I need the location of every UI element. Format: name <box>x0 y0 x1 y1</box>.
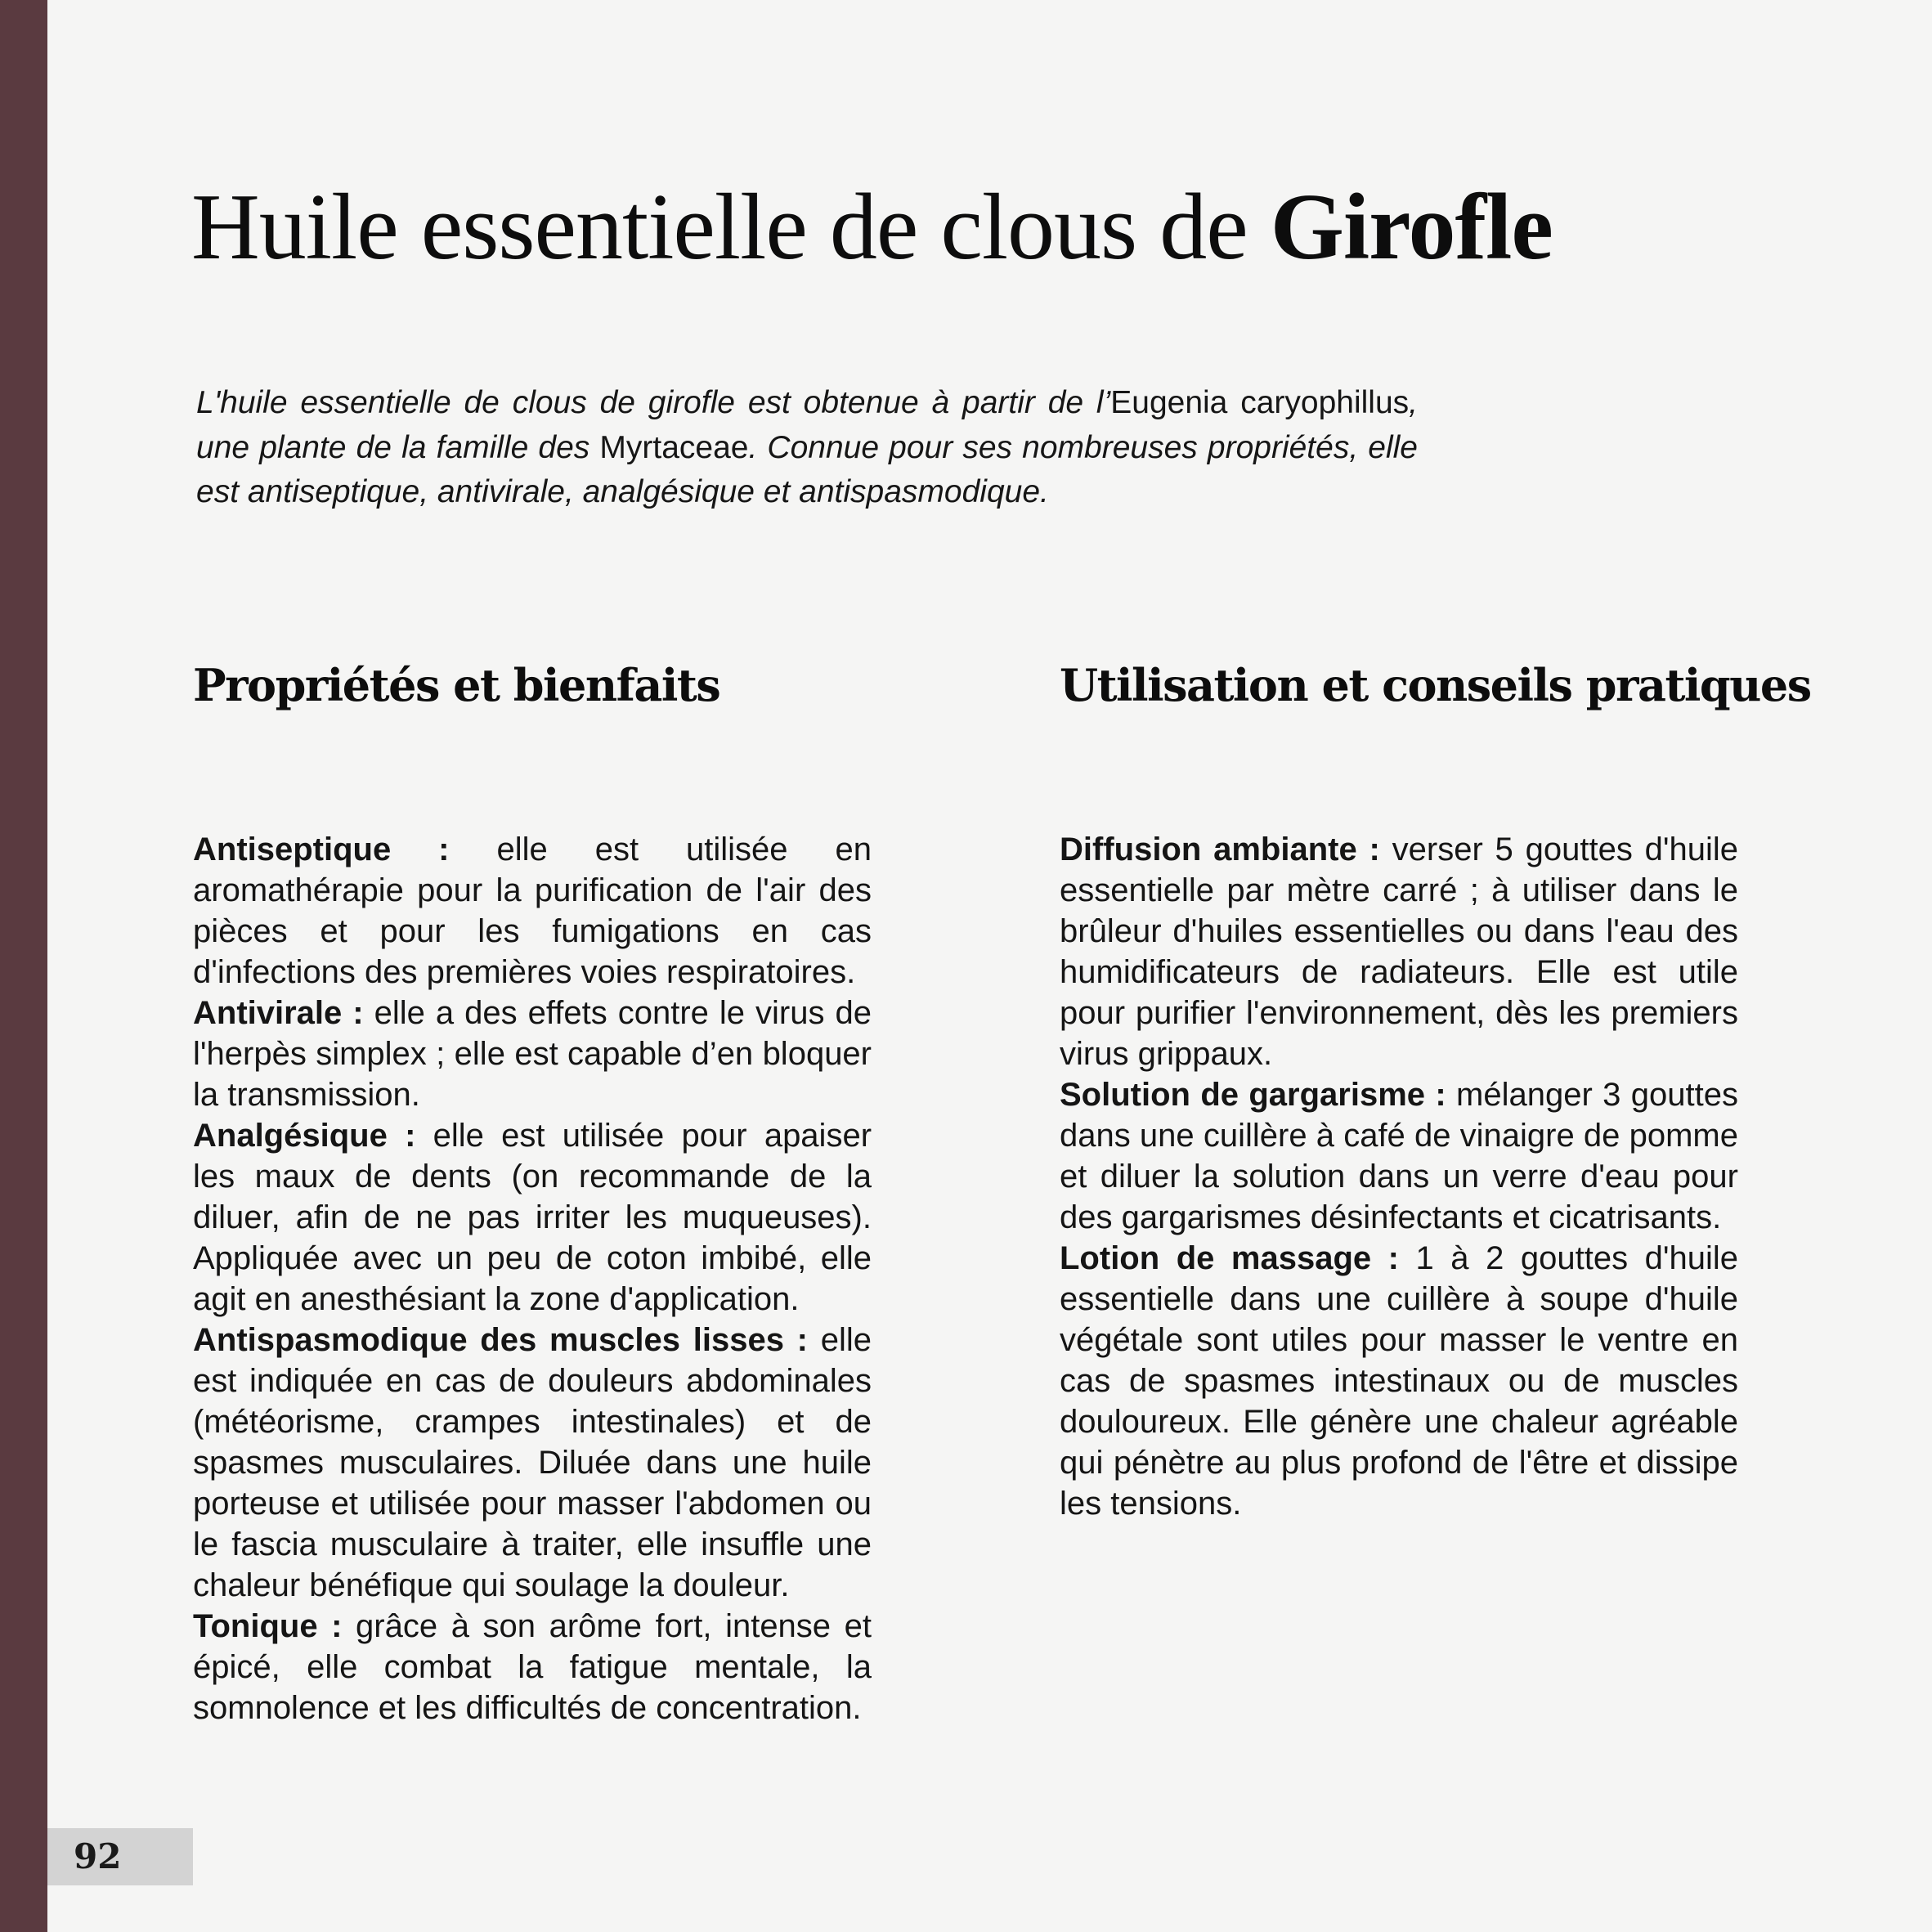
intro-text-1: L'huile essentielle de clous de girofle est obtenue à partir de l’ <box>196 385 1111 420</box>
property-term: Antispasmodique des muscles lisses : <box>193 1322 809 1358</box>
page-title-bold: Girofle <box>1270 175 1553 280</box>
page-number: 92 <box>74 1836 122 1876</box>
properties-list <box>193 829 872 1728</box>
page-title <box>191 170 1553 285</box>
property-entry <box>193 993 872 1115</box>
usage-text: verser 5 gouttes d'huile essentielle par mètre carré ; à utiliser dans le brûleur d'huiles essentielles ou dans l'eau des humidificateurs de radiateurs. Elle est utile pour purifier l'environnement, dès les premiers virus grippaux. <box>1060 832 1739 1072</box>
intro-family-name: Myrtaceae <box>599 429 749 465</box>
intro-text-3: . Connue pour ses nombreuses propriétés, elle est antiseptique, antivirale, analgésique et antispasmodique. <box>196 429 1418 509</box>
property-term: Analgésique : <box>193 1118 416 1154</box>
intro-paragraph <box>196 381 1418 515</box>
property-text: elle est utilisée pour apaiser les maux de dents (on recommande de la diluer, afin de ne pas irriter les muqueuses). Appliquée avec un peu de coton imbibé, elle agit en anesthésiant la zone d'application. <box>193 1118 872 1317</box>
property-text: grâce à son arôme fort, intense et épicé, elle combat la fatigue mentale, la somnolence et les difficultés de concentration. <box>193 1608 872 1726</box>
usage-text: mélanger 3 gouttes dans une cuillère à café de vinaigre de pomme et diluer la solution dans un verre d'eau pour des gargarismes désinfectants et cicatrisants. <box>1060 1077 1738 1235</box>
usage-entry <box>1060 1074 1738 1238</box>
usage-list <box>1060 829 1738 1524</box>
usage-text: 1 à 2 gouttes d'huile essentielle dans une cuillère à soupe d'huile végétale sont utiles pour masser le ventre en cas de spasmes intestinaux ou de muscles douloureux. Elle génère une chaleur agréable qui pénètre au plus profond de l'être et dissipe les tensions. <box>1060 1240 1738 1522</box>
properties-column <box>193 646 872 1728</box>
property-text: elle a des effets contre le virus de l'herpès simplex ; elle est capable d’en bloquer la transmission. <box>193 995 872 1113</box>
usage-heading: Utilisation et conseils pratiques <box>1060 659 1811 711</box>
property-term: Antivirale : <box>193 995 364 1031</box>
property-entry <box>193 829 872 993</box>
property-entry <box>193 1320 872 1606</box>
usage-entry <box>1060 829 1738 1074</box>
usage-term: Solution de gargarisme : <box>1060 1077 1446 1113</box>
property-term: Tonique : <box>193 1608 343 1644</box>
usage-column <box>1060 646 1811 1524</box>
property-text: elle est indiquée en cas de douleurs abdominales (météorisme, crampes intestinales) et de spasmes musculaires. Diluée dans une huile porteuse et utilisée pour masser l'abdomen ou le fascia musculaire à traiter, elle insuffle une chaleur bénéfique qui soulage la douleur. <box>193 1322 872 1603</box>
property-text: elle est utilisée en aromathérapie pour la purification de l'air des pièces et pour les fumigations en cas d'infections des premières voies respiratoires. <box>193 832 872 990</box>
side-bar <box>0 0 47 1932</box>
property-entry <box>193 1606 872 1728</box>
properties-heading: Propriétés et bienfaits <box>193 659 720 711</box>
page-title-regular: Huile essentielle de clous de <box>191 175 1271 280</box>
intro-species-name: Eugenia caryophillus <box>1110 385 1410 420</box>
usage-term: Lotion de massage : <box>1060 1240 1399 1276</box>
usage-term: Diffusion ambiante : <box>1060 832 1380 867</box>
usage-entry <box>1060 1238 1738 1524</box>
property-entry <box>193 1115 872 1320</box>
intro-text-2: , une plante de la famille des <box>196 385 1418 465</box>
property-term: Antiseptique : <box>193 832 450 867</box>
